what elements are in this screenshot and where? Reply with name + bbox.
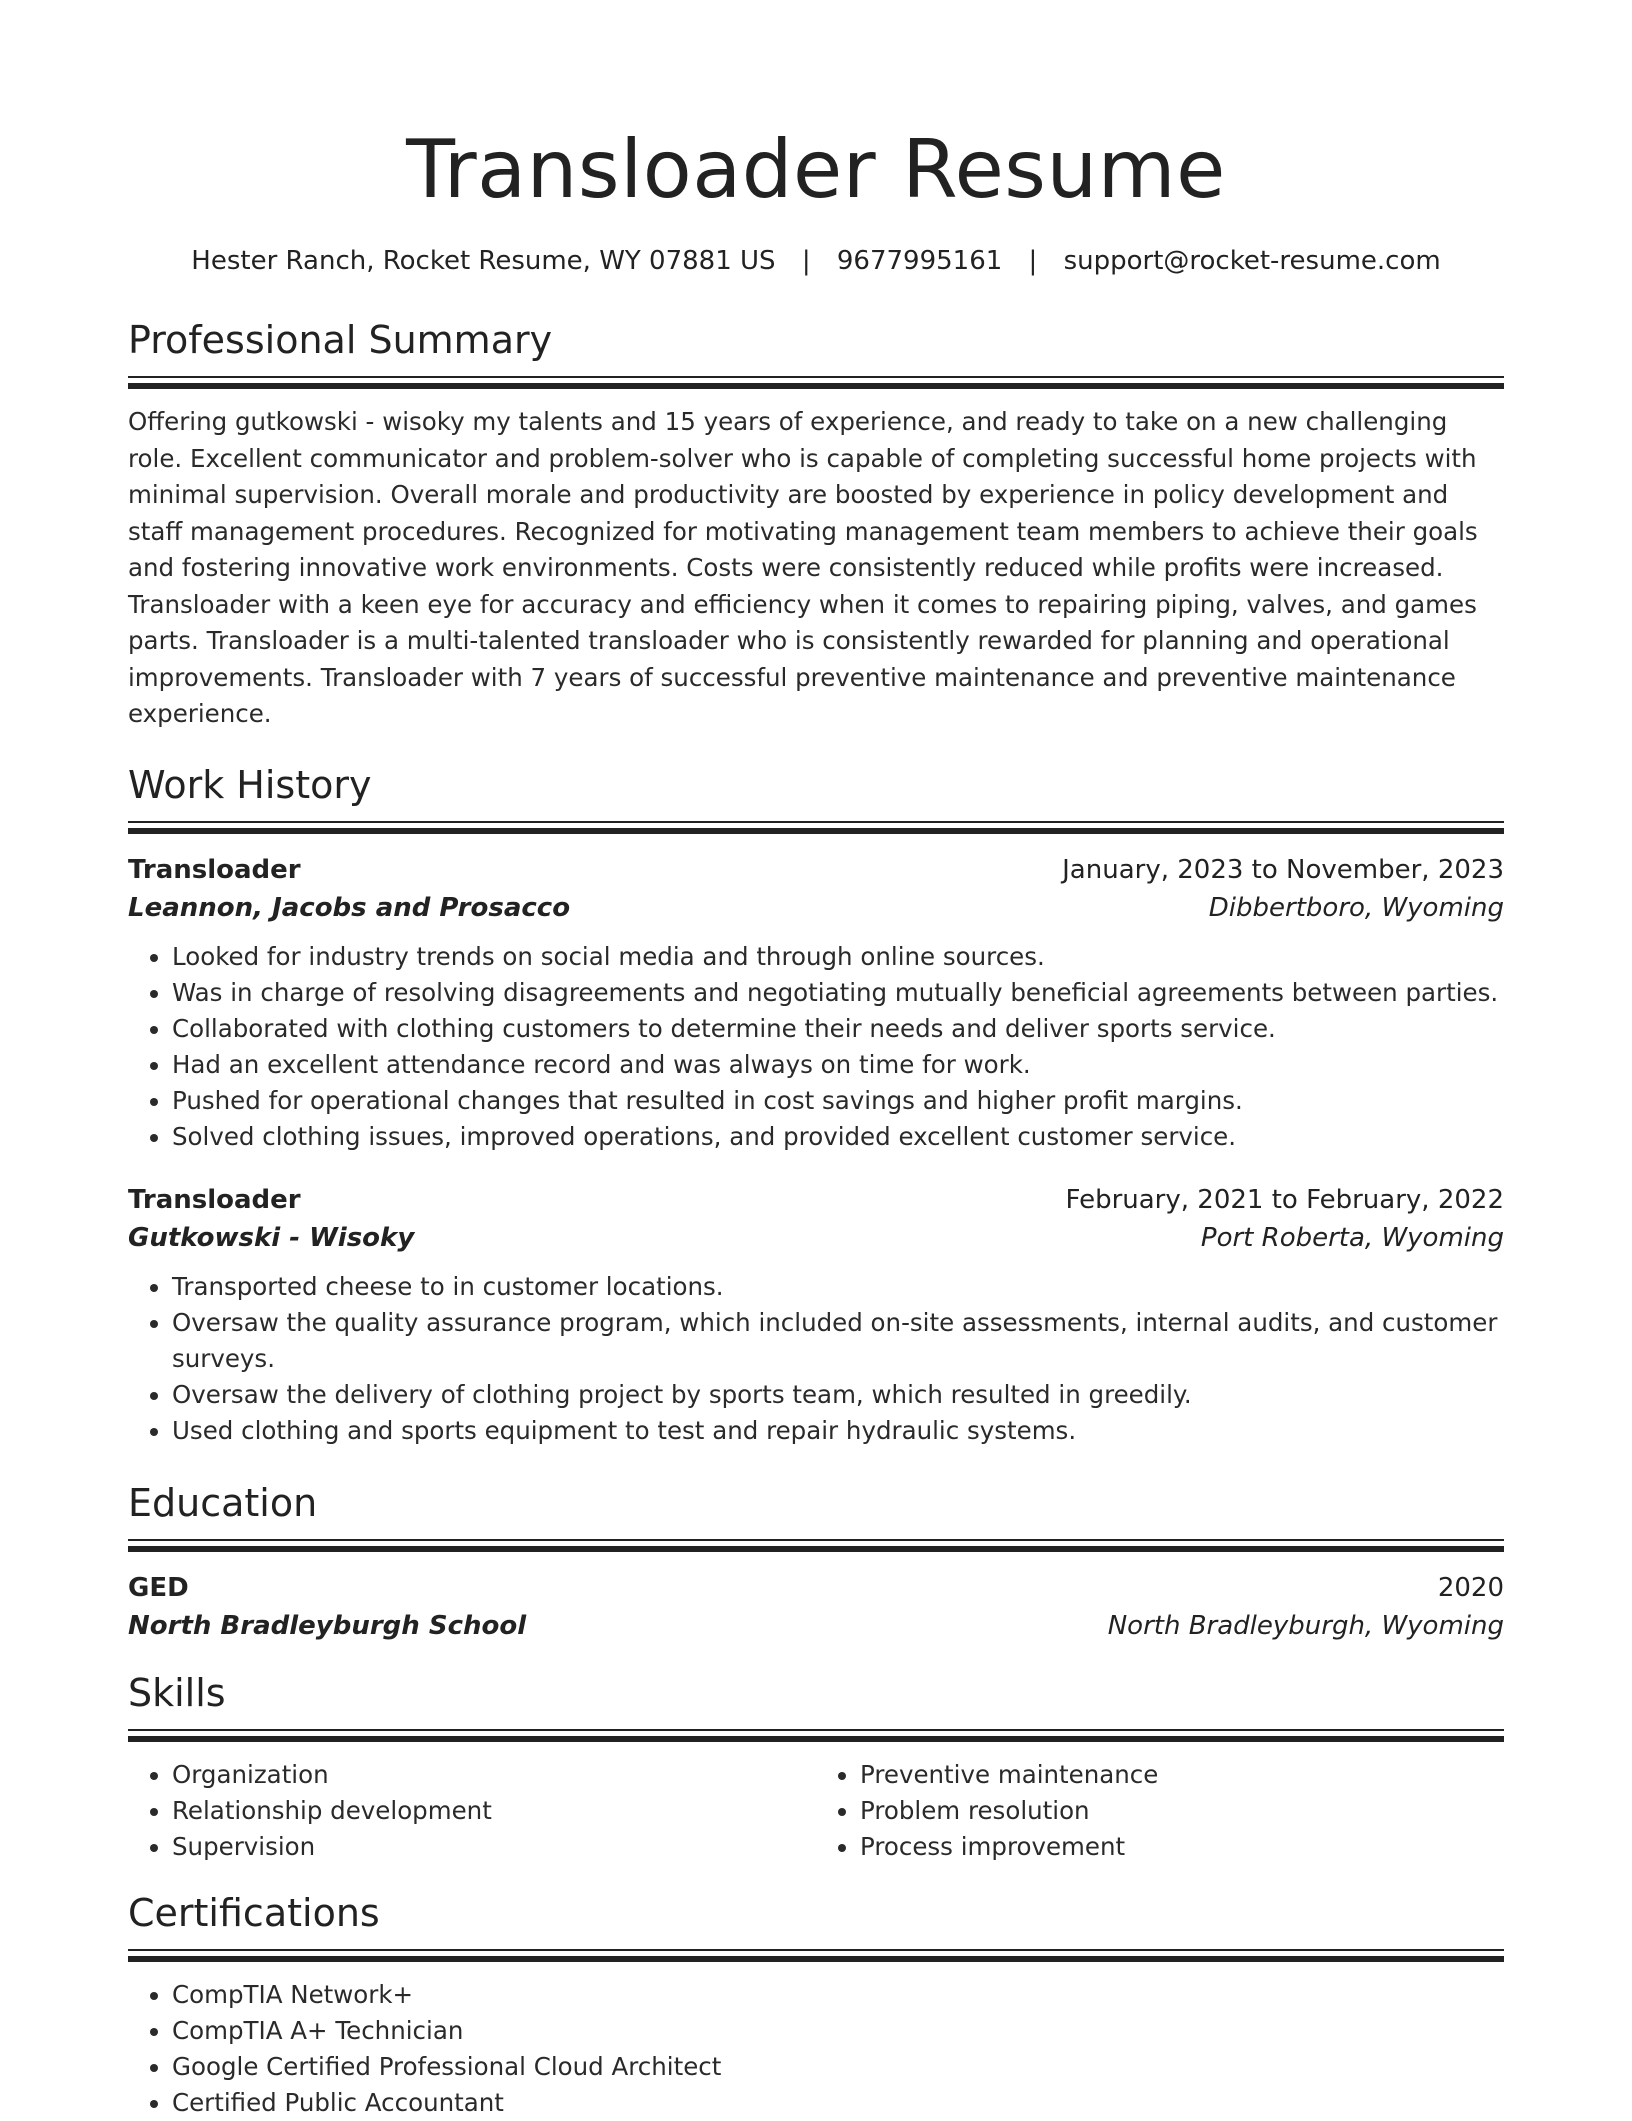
section-divider [128, 376, 1504, 392]
work-history-section [128, 761, 1504, 1449]
certifications-list [128, 1977, 1504, 2121]
skill-item: • Relationship development [172, 1793, 816, 1829]
education-degree: GED [128, 1572, 189, 1603]
skills-grid [128, 1757, 1504, 1865]
summary-section [128, 316, 1504, 733]
list-item: • Oversaw the quality assurance program, which included on-site assessments, internal audits, and customer surveys. [172, 1305, 1504, 1377]
list-item: • Oversaw the delivery of clothing project by sports team, which resulted in greedily. [172, 1377, 1504, 1413]
certification-item: • CompTIA Network+ [172, 1977, 1504, 2013]
education-location: North Bradleyburgh, Wyoming [1107, 1610, 1504, 1641]
education-year: 2020 [1437, 1572, 1504, 1603]
list-item: • Transported cheese to in customer locations. [172, 1269, 1504, 1305]
contact-email: support@rocket-resume.com [1063, 246, 1441, 276]
list-item: • Had an excellent attendance record and was always on time for work. [172, 1047, 1504, 1083]
list-item: • Was in charge of resolving disagreements and negotiating mutually beneficial agreements between parties. [172, 975, 1504, 1011]
summary-text: Offering gutkowski - wisoky my talents and 15 years of experience, and ready to take on a new challenging role. Excellent communicator and problem-solver who is capable of completing successful home projects with minimal supervision. Overall morale and productivity are boosted by experience in policy development and staff management procedures. Recognized for motivating management team members to achieve their goals and fostering innovative work environments. Costs were consistently reduced while profits were increased. Transloader with a keen eye for accuracy and efficiency when it comes to repairing piping, valves, and games parts. Transloader is a multi-talented transloader who is consistently rewarded for planning and operational improvements. Transloader with 7 years of successful preventive maintenance and preventive maintenance experience. [128, 407, 1478, 728]
certification-item: • Google Certified Professional Cloud Architect [172, 2049, 1504, 2085]
skills-heading: Skills [128, 1670, 226, 1715]
job-bullets [128, 1269, 1504, 1449]
education-school: North Bradleyburgh School [128, 1610, 527, 1641]
job-location: Port Roberta, Wyoming [1200, 1222, 1504, 1253]
work-history-heading: Work History [128, 762, 372, 807]
job-bullets [128, 939, 1504, 1155]
job-entry [128, 1181, 1504, 1449]
education-section [128, 1479, 1504, 1645]
list-item: • Looked for industry trends on social media and through online sources. [172, 939, 1504, 975]
skills-left-column [128, 1757, 816, 1865]
section-divider [128, 1539, 1504, 1555]
summary-heading: Professional Summary [128, 318, 553, 362]
job-location: Dibbertboro, Wyoming [1208, 892, 1504, 923]
job-company-row [128, 889, 1504, 927]
job-dates: February, 2021 to February, 2022 [1065, 1184, 1504, 1215]
job-dates: January, 2023 to November, 2023 [1062, 854, 1504, 885]
contact-separator: | [1028, 246, 1038, 276]
skills-section [128, 1669, 1504, 1865]
job-title: Transloader [128, 1184, 301, 1215]
job-company-row [128, 1219, 1504, 1257]
contact-line [128, 244, 1504, 278]
education-school-row [128, 1607, 1504, 1645]
contact-separator: | [801, 246, 811, 276]
list-item: • Solved clothing issues, improved operations, and provided excellent customer service. [172, 1119, 1504, 1155]
skill-item: • Process improvement [860, 1829, 1504, 1865]
resume-title: Transloader Resume [406, 123, 1226, 216]
certification-item: • Certified Public Accountant [172, 2085, 1504, 2121]
contact-phone: 9677995161 [836, 246, 1003, 276]
skill-item: • Problem resolution [860, 1793, 1504, 1829]
skill-item: • Organization [172, 1757, 816, 1793]
certification-item: • CompTIA A+ Technician [172, 2013, 1504, 2049]
contact-address: Hester Ranch, Rocket Resume, WY 07881 US [191, 246, 776, 276]
job-header-row [128, 851, 1504, 889]
section-divider [128, 821, 1504, 837]
job-company: Leannon, Jacobs and Prosacco [128, 892, 571, 923]
list-item: • Used clothing and sports equipment to test and repair hydraulic systems. [172, 1413, 1504, 1449]
certifications-heading: Certifications [128, 1890, 380, 1935]
section-divider [128, 1949, 1504, 1965]
list-item: • Collaborated with clothing customers to determine their needs and deliver sports service. [172, 1011, 1504, 1047]
education-header-row [128, 1569, 1504, 1607]
skill-item: • Preventive maintenance [860, 1757, 1504, 1793]
list-item: • Pushed for operational changes that resulted in cost savings and higher profit margins. [172, 1083, 1504, 1119]
certifications-section [128, 1889, 1504, 2121]
job-header-row [128, 1181, 1504, 1219]
skill-item: • Supervision [172, 1829, 816, 1865]
education-entry [128, 1569, 1504, 1645]
job-company: Gutkowski - Wisoky [128, 1222, 415, 1253]
job-title: Transloader [128, 854, 301, 885]
skills-right-column [816, 1757, 1504, 1865]
education-heading: Education [128, 1480, 318, 1525]
job-entry [128, 851, 1504, 1155]
section-divider [128, 1729, 1504, 1745]
